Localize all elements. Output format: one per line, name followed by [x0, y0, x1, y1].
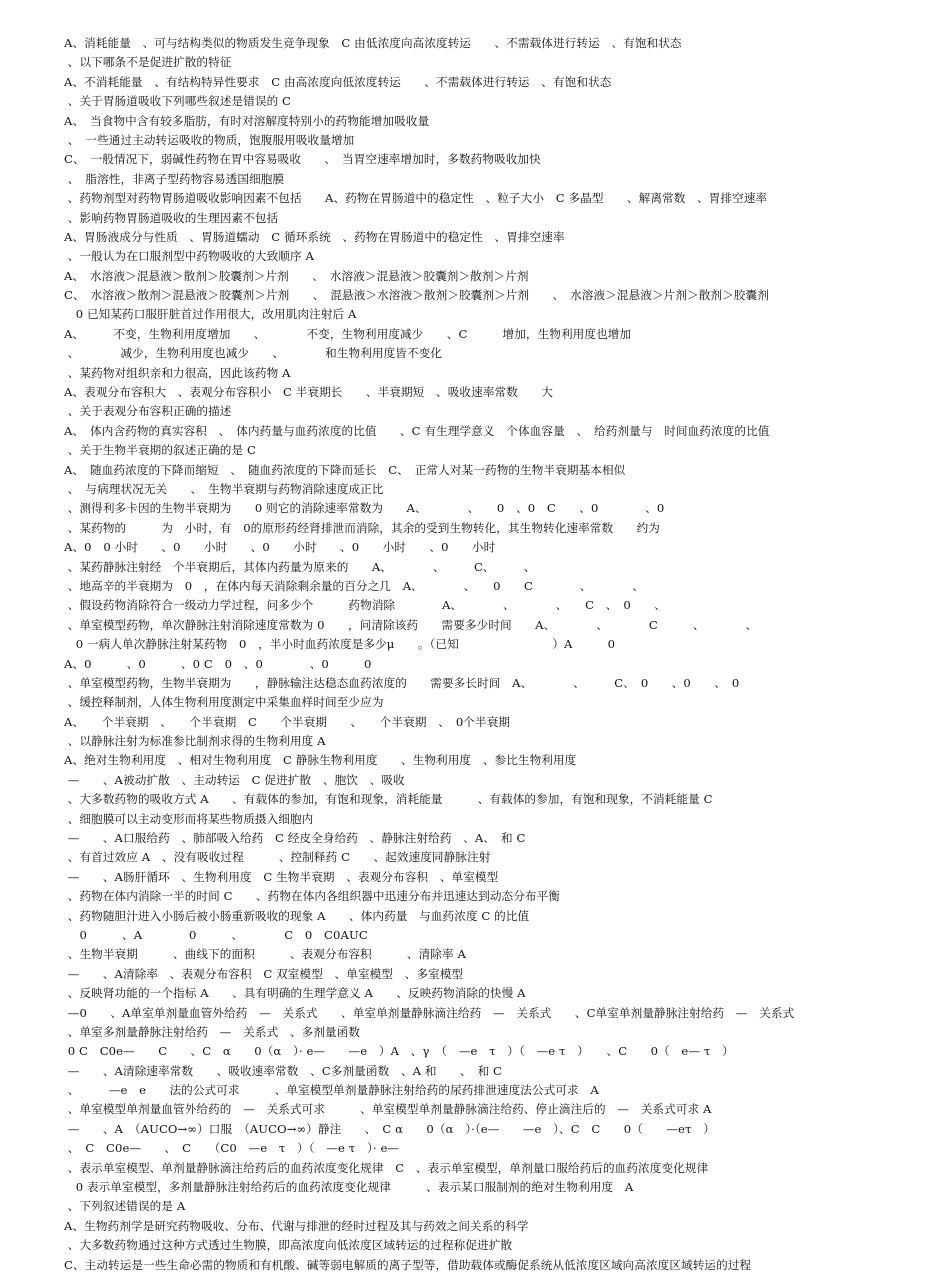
text-line: 、单室多剂量静脉注射给药 — 关系式 、多剂量函数	[64, 1024, 361, 1039]
text-line: 、关于胃肠道吸收下列哪些叙述是错误的 C	[64, 94, 292, 109]
text-line: A、 随血药浓度的下降而缩短 、 随血药浓度的下降而延长 C、 正常人对某一药物的生物半衰期基本相似	[64, 462, 626, 477]
text-line: 、有首过效应 A 、没有吸收过程 、控制释药 C 、起效速度同静脉注射	[64, 850, 491, 865]
text-line: 、假设药物消除符合一级动力学过程，问多少个 药物消除 A、 、 、 C 、 0 、	[64, 598, 666, 613]
text-line: A、 体内含药物的真实容积 、 体内药量与血药浓度的比值 、C 有生理学意义 个体血容量 、 给药剂量与 时间血药浓度的比值	[64, 423, 770, 438]
text-line: 、某药静脉注射经 个半衰期后，其体内药量为原来的 A、 、 C、 、	[64, 559, 536, 574]
text-line: 、单室模型药物，单次静脉注射消除速度常数为 0 ，问清除该药 需要多少时间 A、 、 C 、 、	[64, 617, 758, 632]
text-line: 、下列叙述错误的是 A	[64, 1199, 186, 1214]
text-line: 、地高辛的半衰期为 0 ，在体内每天消除剩余量的百分之几 A、 、 0 C 、 、	[64, 578, 645, 593]
text-line: — 、A被动扩散 、主动转运 C 促进扩散 、胞饮 、吸收	[64, 772, 405, 787]
text-line: 、细胞膜可以主动变形而将某些物质摄入细胞内	[64, 811, 314, 826]
text-line: 0 表示单室模型，多剂量静脉注射给药后的血药浓度变化规律 、表示某口服制剂的绝对生物利用度 A	[64, 1180, 634, 1195]
text-line: 、以下哪条不是促进扩散的特征	[64, 55, 232, 70]
text-line: 、某药物的 为 小时，有 0的原形药经肾排泄而消除，其余的受到生物转化，其生物转化速率常数 约为	[64, 520, 660, 535]
text-line: 、药物剂型对药物胃肠道吸收影响因素不包括 A、药物在胃肠道中的稳定性 、粒子大小 C 多晶型 、解离常数 、胃排空速率	[64, 191, 768, 206]
text-line: 0 一病人单次静脉注射某药物 0 ，半小时血药浓度是多少μ 。（已知 ）A 0	[64, 637, 616, 652]
text-line: C、 水溶液＞散剂＞混悬液＞胶囊剂＞片剂 、 混悬液＞水溶液＞散剂＞胶囊剂＞片剂 、 水溶液＞混悬液＞片剂＞散剂＞胶囊剂	[64, 288, 769, 303]
text-line: 、 C C0e— 、 C （C0 —e τ ）（ —e τ ）· e—	[64, 1141, 400, 1156]
text-line: A、消耗能量 、可与结构类似的物质发生竞争现象 C 由低浓度向高浓度转运 、不需载体进行转运 、有饱和状态	[64, 36, 682, 50]
text-line: 、关于生物半衰期的叙述正确的是 C	[64, 443, 256, 458]
text-line: 、 一些通过主动转运吸收的物质，饱腹服用吸收量增加	[64, 132, 355, 147]
text-line: 0 、A 0 、 C 0 C0AUC	[64, 927, 368, 942]
text-line: 、药物在体内消除一半的时间 C 、药物在体内各组织器中迅速分布并迅速达到动态分布平衡	[64, 889, 560, 904]
text-line: 、 与病理状况无关 、 生物半衰期与药物消除速度成正比	[64, 481, 384, 496]
text-line: 、某药物对组织亲和力很高，因此该药物 A	[64, 365, 291, 380]
text-line: 、一般认为在口服剂型中药物吸收的大致顺序 A	[64, 249, 314, 264]
text-line: 、关于表观分布容积正确的描述	[64, 404, 232, 419]
text-line: 、反映肾功能的一个指标 A 、具有明确的生理学意义 A 、反映药物消除的快慢 A	[64, 986, 526, 1001]
text-line: A、0 0 小时 、0 小时 、0 小时 、0 小时 、0 小时	[64, 540, 496, 555]
text-line: A、 当食物中含有较多脂肪，有时对溶解度特别小的药物能增加吸收量	[64, 113, 430, 128]
text-line: 、大多数药物通过这种方式透过生物膜，即高浓度向低浓度区域转运的过程称促进扩散	[64, 1238, 513, 1253]
text-line: 、表示单室模型、单剂量静脉滴注给药后的血药浓度变化规律 C 、表示单室模型，单剂量口服给药后的血药浓度变化规律	[64, 1160, 709, 1175]
text-line: 、 减少，生物利用度也减少 、 和生物利用度皆不变化	[64, 346, 443, 361]
text-line: 、药物随胆汁进入小肠后被小肠重新吸收的现象 A 、体内药量 与血药浓度 C 的比值	[64, 908, 530, 923]
text-line: — 、A清除率 、表观分布容积 C 双室模型 、单室模型 、多室模型	[64, 966, 464, 981]
text-line: A、 个半衰期 、 个半衰期 C 个半衰期 、 个半衰期 、 0个半衰期	[64, 714, 511, 729]
text-line: 、单室模型单剂量血管外给药的 — 关系式可求 、单室模型单剂量静脉滴注给药、停止滴注后的 — 关系式可求 A	[64, 1102, 712, 1117]
text-line: C、 一般情况下，弱碱性药物在胃中容易吸收 、 当胃空速率增加时，多数药物吸收加快	[64, 152, 541, 167]
text-line: — 、A口服给药 、肺部吸入给药 C 经皮全身给药 、静脉注射给药 、A、 和 C	[64, 831, 526, 846]
text-line: A、不消耗能量 、有结构特异性要求 C 由高浓度向低浓度转运 、不需载体进行转运 、有饱和状态	[64, 74, 612, 89]
text-line: —0 、A单室单剂量血管外给药 — 关系式 、单室单剂量静脉滴注给药 — 关系式 、C单室单剂量静脉注射给药 — 关系式	[64, 1005, 795, 1020]
text-line: 0 已知某药口服肝脏首过作用很大，改用肌肉注射后 A	[64, 307, 357, 322]
text-line: — 、A肠肝循环 、生物利用度 C 生物半衰期 、表观分布容积 、单室模型	[64, 869, 499, 884]
text-line: A、0 、0 、0 C 0 、0 、0 0	[64, 656, 372, 671]
text-line: A、生物药剂学是研究药物吸收、分布、代谢与排泄的经时过程及其与药效之间关系的科学	[64, 1218, 529, 1233]
text-line: 、大多数药物的吸收方式 A 、有载体的参加，有饱和现象，消耗能量 、有载体的参加，有饱和现象，不消耗能量 C	[64, 792, 713, 807]
text-line: 、 —e e 法的公式可求 、单室模型单剂量静脉注射给药的尿药排泄速度法公式可求 A	[64, 1083, 599, 1098]
text-line: 、 脂溶性，非离子型药物容易透国细胞膜	[64, 171, 285, 186]
text-line: 、影响药物胃肠道吸收的生理因素不包括	[64, 210, 279, 225]
text-line: A、 水溶液＞混悬液＞散剂＞胶囊剂＞片剂 、 水溶液＞混悬液＞胶囊剂＞散剂＞片剂	[64, 268, 529, 283]
text-line: A、表观分布容积大 、表观分布容积小 C 半衰期长 、半衰期短 、吸收速率常数 大	[64, 385, 553, 400]
text-line: A、绝对生物利用度 、相对生物利用度 C 静脉生物利用度 、生物利用度 、参比生物利用度	[64, 753, 577, 768]
text-line: 、测得利多卡因的生物半衰期为 0 则它的消除速率常数为 A、 、 0 、0 C 、0 、0	[64, 501, 665, 516]
text-line: A、 不变，生物利用度增加 、 不变，生物利用度减少 、C 增加，生物利用度也增加	[64, 326, 632, 341]
text-line: 0 C C0e— C 、C α 0（α ）· e— —e ）A 、γ （ —e τ ）（ —e τ ） 、C 0（ e— τ ）	[64, 1044, 734, 1059]
text-line: — 、A （AUCO→∞）口服 （AUCO→∞）静注 、 C α 0（α ）·（e— —e ）、C C 0（ —eτ ）	[64, 1121, 715, 1136]
text-line: A、胃肠液成分与性质 、胃肠道蠕动 C 循环系统 、药物在胃肠道中的稳定性 、胃排空速率	[64, 229, 565, 244]
text-line: 、单室模型药物，生物半衰期为 ，静脉输注达稳态血药浓度的 需要多长时间 A、 、 C、 0 、0 、 0	[64, 675, 740, 690]
text-line: 、生物半衰期 、曲线下的面积 、表观分布容积 、清除率 A	[64, 947, 466, 962]
text-line: 、缓控释制剂，人体生物利用度测定中采集血样时间至少应为	[64, 695, 384, 710]
text-line: C、主动转运是一些生命必需的物质和有机酸、碱等弱电解质的离子型等，借助载体或酶促系统从低浓度区域向高浓度区域转运的过程	[64, 1257, 752, 1272]
text-line: 、以静脉注射为标准参比制剂求得的生物利用度 A	[64, 734, 326, 749]
text-line: — 、A清除速率常数 、吸收速率常数 、C多剂量函数 、A 和 、 和 C	[64, 1063, 503, 1078]
